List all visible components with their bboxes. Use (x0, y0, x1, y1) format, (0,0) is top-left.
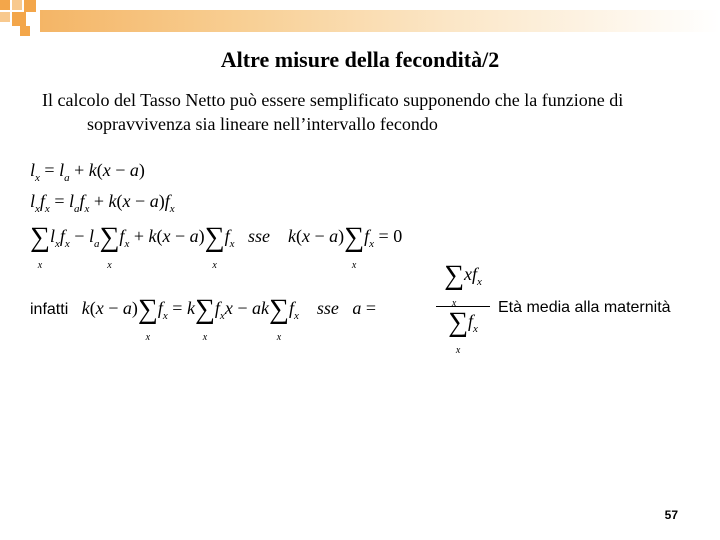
page-number: 57 (664, 508, 678, 522)
mean-age-label: Età media alla maternità (498, 299, 671, 316)
corner-square (12, 12, 26, 26)
corner-square (0, 0, 10, 10)
corner-square (12, 0, 22, 10)
corner-square (0, 12, 10, 22)
sse-1: sse (248, 226, 271, 246)
sse-2: sse (316, 298, 339, 318)
intro-line-1: Il calcolo del Tasso Netto può essere semplificato supponendo che la funzione di (42, 90, 624, 110)
equation-4: infatti k(x − a)∑ x $f_x = k\sum$ x $f_xx - ak\sum$ x $f_x$ sse a = (30, 294, 376, 343)
intro-line-2: sopravvivenza sia lineare nell’intervallo fecondo (87, 114, 438, 134)
mean-age-fraction (436, 260, 490, 356)
fraction-numerator: ∑ x $xf_x$ (444, 260, 482, 309)
equation-2: $l_xf_x = l_af_x + k(x - a)f_x$ (30, 191, 175, 215)
equation-3: ∑ x $l_xf_x - l_a\sum$ x $f_x + k(x - a)\sum$ x $f_x$ sse k(x − a)∑ x $f_x = 0$ (30, 222, 403, 271)
intro-paragraph (42, 88, 702, 136)
fraction-denominator: ∑ x $f_x$ (448, 307, 478, 356)
equation-1: $l_x = l_a + k(x - a)$ (30, 160, 145, 184)
corner-square (20, 26, 30, 36)
page-title: Altre misure della fecondità/2 (220, 47, 500, 72)
zero-rhs: = 0 (378, 226, 403, 246)
corner-square (24, 0, 36, 12)
header-band (40, 10, 720, 32)
infatti-label: infatti (30, 301, 69, 318)
